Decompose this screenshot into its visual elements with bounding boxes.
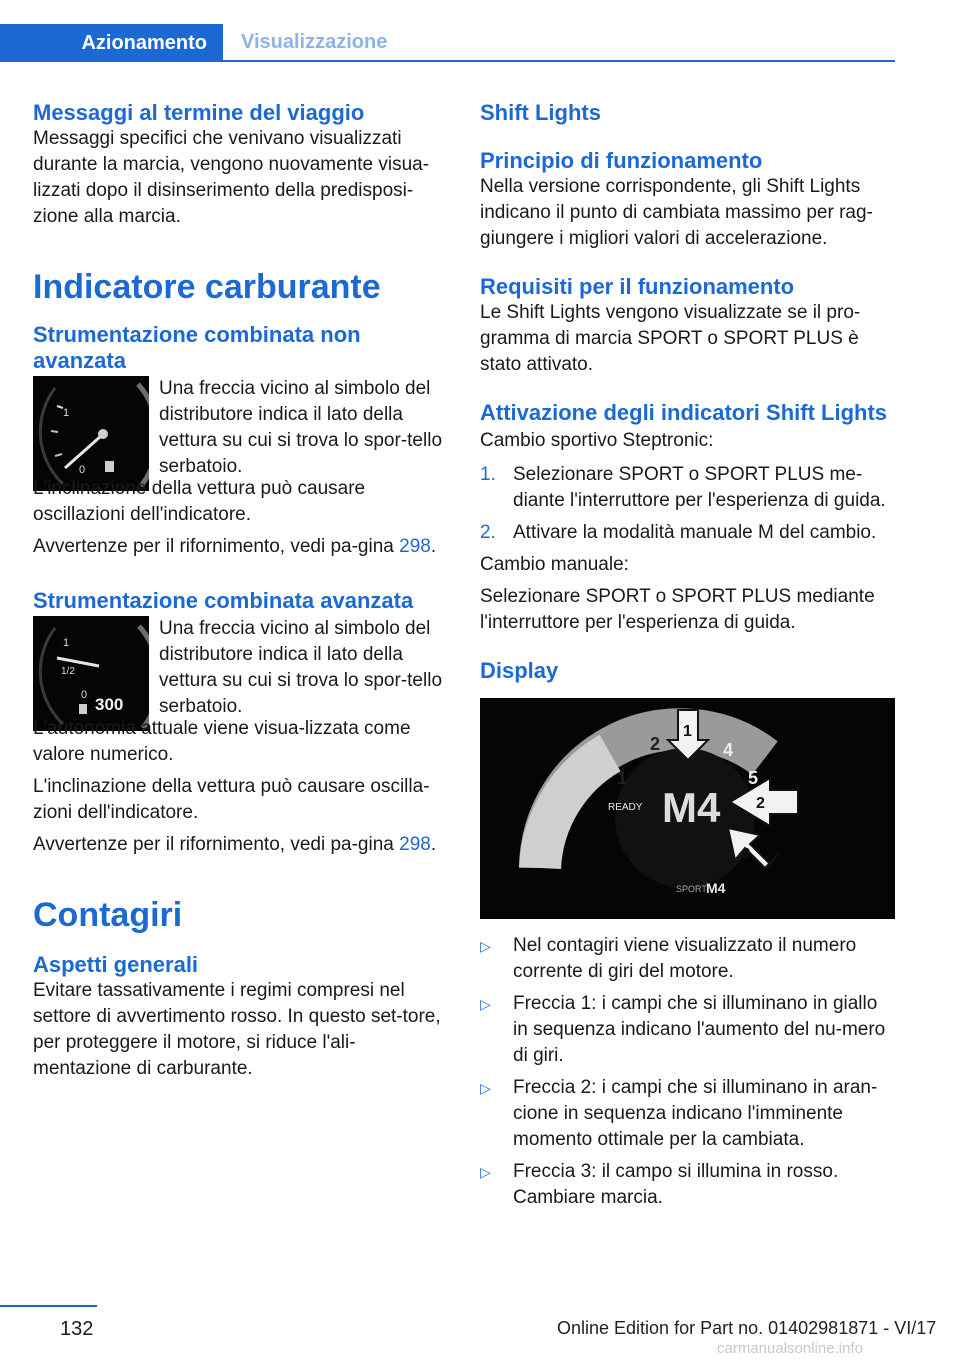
- paragraph: L'autonomia attuale viene visua-lizzata come valore numerico.: [33, 718, 411, 765]
- step-text: Selezionare SPORT o SPORT PLUS me-diante l'interruttore per l'esperienza di guida.: [513, 464, 886, 511]
- svg-text:4: 4: [723, 740, 734, 760]
- subsection-title-aspetti-generali: Aspetti generali: [33, 952, 199, 977]
- subsection-title-requisiti: Requisiti per il funzionamento: [480, 274, 795, 299]
- page-link[interactable]: 298: [399, 536, 431, 557]
- tab-azionamento[interactable]: Azionamento: [0, 24, 223, 62]
- subsection-title-avanzata: Strumentazione combinata avanzata: [33, 588, 414, 613]
- svg-text:M4: M4: [662, 784, 721, 831]
- svg-text:2: 2: [650, 734, 661, 754]
- section-title-messaggi: Messaggi al termine del viaggio: [33, 100, 365, 125]
- fuel-gauge-basic-caption: Una freccia vicino al simbolo del distributore indica il lato della vettura su cui si trova lo spor-tello serbatoio.: [159, 378, 443, 477]
- bullet-triangle-icon: ▷: [480, 1080, 491, 1096]
- svg-text:0: 0: [79, 464, 86, 476]
- left-column: [33, 100, 448, 1082]
- subsection-title-attivazione: Attivazione degli indicatori Shift Lights: [480, 400, 888, 425]
- svg-text:1: 1: [683, 723, 692, 740]
- text: .: [430, 834, 437, 855]
- paragraph: Nella versione corrispondente, gli Shift Lights indicano il punto di cambiata massimo per rag-giungere i migliori valori di accelerazione.: [480, 176, 873, 249]
- svg-text:1/2: 1/2: [61, 666, 75, 677]
- paragraph: Selezionare SPORT o SPORT PLUS mediante l'interruttore per l'esperienza di guida.: [480, 586, 875, 633]
- subsection-title-non-avanzata: Strumentazione combinata non avanzata: [33, 322, 361, 373]
- tab-visualizzazione[interactable]: Visualizzazione: [241, 30, 388, 53]
- fuel-gauge-advanced-row: [33, 616, 448, 731]
- paragraph: Cambio manuale:: [480, 554, 629, 575]
- bullet-text: Freccia 1: i campi che si illuminano in giallo in sequenza indicano l'aumento del nu-mero di giri.: [513, 993, 886, 1066]
- svg-text:1: 1: [63, 637, 70, 649]
- text: Avvertenze per il rifornimento, vedi pa-gina: [33, 834, 400, 855]
- watermark: carmanualsonline.info: [717, 1340, 863, 1357]
- bullet-list: [480, 933, 895, 1211]
- subsection-title-display: Display: [480, 658, 559, 683]
- paragraph: [33, 534, 448, 560]
- paragraph: [33, 832, 448, 858]
- svg-text:300: 300: [95, 695, 124, 714]
- step-text: Attivare la modalità manuale M del cambio.: [513, 522, 877, 543]
- page-number: 132: [60, 1318, 94, 1340]
- step-number: 1.: [480, 464, 496, 485]
- svg-text:READY: READY: [608, 802, 643, 813]
- list-item: [480, 991, 895, 1069]
- list-item: [480, 933, 895, 985]
- step-number: 2.: [480, 522, 496, 543]
- bullet-text: Nel contagiri viene visualizzato il numero corrente di giri del motore.: [513, 935, 857, 982]
- bullet-text: Freccia 3: il campo si illumina in rosso. Cambiare marcia.: [513, 1161, 839, 1208]
- svg-text:SPORT: SPORT: [676, 884, 707, 894]
- steps-list: [480, 462, 895, 546]
- fuel-gauge-advanced-caption: Una freccia vicino al simbolo del distributore indica il lato della vettura su cui si trova lo spor-tello serbatoio.: [159, 618, 443, 717]
- paragraph: Evitare tassativamente i regimi compresi nel settore di avvertimento rosso. In questo set-tore, per proteggere il motore, si riduce l'ali-mentazione di carburante.: [33, 980, 441, 1079]
- footer-rule: [0, 1305, 97, 1307]
- bullet-text: Freccia 2: i campi che si illuminano in aran-cione in sequenza indicano l'imminente momento ottimale per la cambiata.: [513, 1077, 878, 1150]
- list-item: [480, 1159, 895, 1211]
- svg-text:2: 2: [756, 795, 765, 812]
- list-item: [480, 1075, 895, 1153]
- header-rule: [223, 60, 895, 62]
- svg-text:3: 3: [742, 845, 751, 862]
- right-column: [480, 100, 895, 1211]
- svg-text:1: 1: [63, 407, 70, 419]
- svg-text:M4: M4: [706, 880, 726, 896]
- fuel-gauge-basic-row: [33, 376, 448, 491]
- paragraph: L'inclinazione della vettura può causare oscilla-zioni dell'indicatore.: [33, 776, 430, 823]
- svg-text:1: 1: [617, 768, 628, 788]
- list-item: [480, 520, 895, 546]
- bullet-triangle-icon: ▷: [480, 1164, 491, 1180]
- page-link[interactable]: 298: [399, 834, 431, 855]
- bullet-triangle-icon: ▷: [480, 938, 491, 954]
- svg-text:5: 5: [748, 768, 759, 788]
- shift-lights-display-image: [480, 698, 895, 919]
- section-title-contagiri: Contagiri: [33, 896, 183, 934]
- paragraph: Cambio sportivo Steptronic:: [480, 430, 714, 451]
- svg-text:0: 0: [81, 689, 88, 701]
- text: Avvertenze per il rifornimento, vedi pa-gina: [33, 536, 400, 557]
- section-title-indicatore-carburante: Indicatore carburante: [33, 268, 381, 306]
- bullet-triangle-icon: ▷: [480, 996, 491, 1012]
- list-item: [480, 462, 895, 514]
- paragraph: Le Shift Lights vengono visualizzate se il pro-gramma di marcia SPORT o SPORT PLUS è stato attivato.: [480, 302, 861, 375]
- paragraph: L'inclinazione della vettura può causare oscillazioni dell'indicatore.: [33, 478, 366, 525]
- fuel-gauge-advanced-image: [33, 616, 149, 731]
- edition-text: Online Edition for Part no. 01402981871 - VI/17: [557, 1318, 937, 1338]
- subsection-title-principio: Principio di funzionamento: [480, 148, 763, 173]
- section-title-shift-lights: Shift Lights: [480, 100, 601, 125]
- paragraph: Messaggi specifici che venivano visualizzati durante la marcia, vengono nuovamente visua-lizzati dopo il disinserimento della predisposi-zione alla marcia.: [33, 128, 430, 227]
- fuel-gauge-basic-image: [33, 376, 149, 491]
- page-header: [0, 24, 895, 62]
- text: .: [430, 536, 437, 557]
